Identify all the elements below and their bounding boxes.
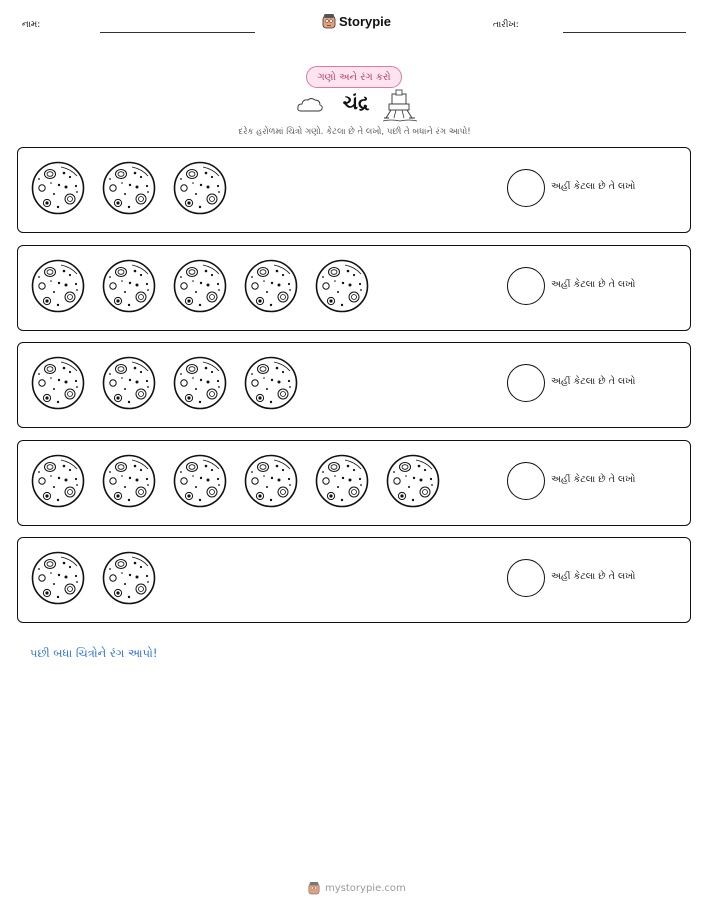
storypie-mascot-icon bbox=[322, 13, 336, 29]
answer-circle[interactable] bbox=[507, 169, 545, 207]
moon-group bbox=[31, 551, 156, 605]
moon-icon[interactable] bbox=[102, 551, 156, 605]
answer-circle[interactable] bbox=[507, 462, 545, 500]
coloring-note: પછી બધા ચિત્રોને રંગ આપો! bbox=[30, 646, 158, 660]
lunar-lander-icon bbox=[383, 88, 417, 122]
moon-icon[interactable] bbox=[31, 259, 85, 313]
moon-icon[interactable] bbox=[102, 454, 156, 508]
counting-row bbox=[17, 537, 691, 623]
answer-circle[interactable] bbox=[507, 559, 545, 597]
date-label: તારીખ: bbox=[493, 20, 519, 30]
answer-prompt: અહીં કેટલા છે તે લખો bbox=[551, 376, 636, 387]
website-url: mystorypie.com bbox=[325, 882, 406, 894]
moon-icon[interactable] bbox=[244, 356, 298, 410]
moon-icon[interactable] bbox=[315, 454, 369, 508]
website-footer bbox=[308, 881, 406, 895]
moon-icon[interactable] bbox=[102, 259, 156, 313]
moon-icon[interactable] bbox=[31, 551, 85, 605]
answer-circle[interactable] bbox=[507, 364, 545, 402]
page-title: ચંદ્ર bbox=[342, 92, 370, 114]
answer-prompt: અહીં કેટલા છે તે લખો bbox=[551, 181, 636, 192]
counting-row bbox=[17, 342, 691, 428]
moon-icon[interactable] bbox=[173, 356, 227, 410]
answer-prompt: અહીં કેટલા છે તે લખો bbox=[551, 474, 636, 485]
answer-prompt: અહીં કેટલા છે તે લખો bbox=[551, 571, 636, 582]
date-line[interactable] bbox=[563, 32, 686, 33]
moon-icon[interactable] bbox=[244, 259, 298, 313]
answer-prompt: અહીં કેટલા છે તે લખો bbox=[551, 279, 636, 290]
answer-circle[interactable] bbox=[507, 267, 545, 305]
subject-badge: ગણો અને રંગ કરો bbox=[306, 66, 402, 88]
moon-icon[interactable] bbox=[244, 454, 298, 508]
counting-row bbox=[17, 440, 691, 526]
instruction-text: દરેક હરોળમાં ચિત્રો ગણો. કેટલા છે તે લખો, પછી તે બધાને રંગ આપો! bbox=[238, 127, 471, 137]
moon-group bbox=[31, 356, 298, 410]
counting-row bbox=[17, 147, 691, 233]
moon-icon[interactable] bbox=[102, 161, 156, 215]
brand-name: Storypie bbox=[339, 13, 392, 29]
moon-group bbox=[31, 259, 369, 313]
moon-group bbox=[31, 161, 227, 215]
moon-icon[interactable] bbox=[31, 161, 85, 215]
moon-icon[interactable] bbox=[173, 259, 227, 313]
name-label: નામ: bbox=[22, 20, 41, 30]
moon-icon[interactable] bbox=[315, 259, 369, 313]
brand-logo bbox=[322, 13, 391, 29]
storypie-mascot-icon bbox=[308, 881, 320, 895]
name-line[interactable] bbox=[100, 32, 255, 33]
moon-icon[interactable] bbox=[386, 454, 440, 508]
moon-icon[interactable] bbox=[173, 161, 227, 215]
moon-icon[interactable] bbox=[31, 454, 85, 508]
moon-group bbox=[31, 454, 440, 508]
counting-row bbox=[17, 245, 691, 331]
moon-icon[interactable] bbox=[102, 356, 156, 410]
cloud-icon bbox=[296, 96, 324, 114]
moon-icon[interactable] bbox=[173, 454, 227, 508]
moon-icon[interactable] bbox=[31, 356, 85, 410]
